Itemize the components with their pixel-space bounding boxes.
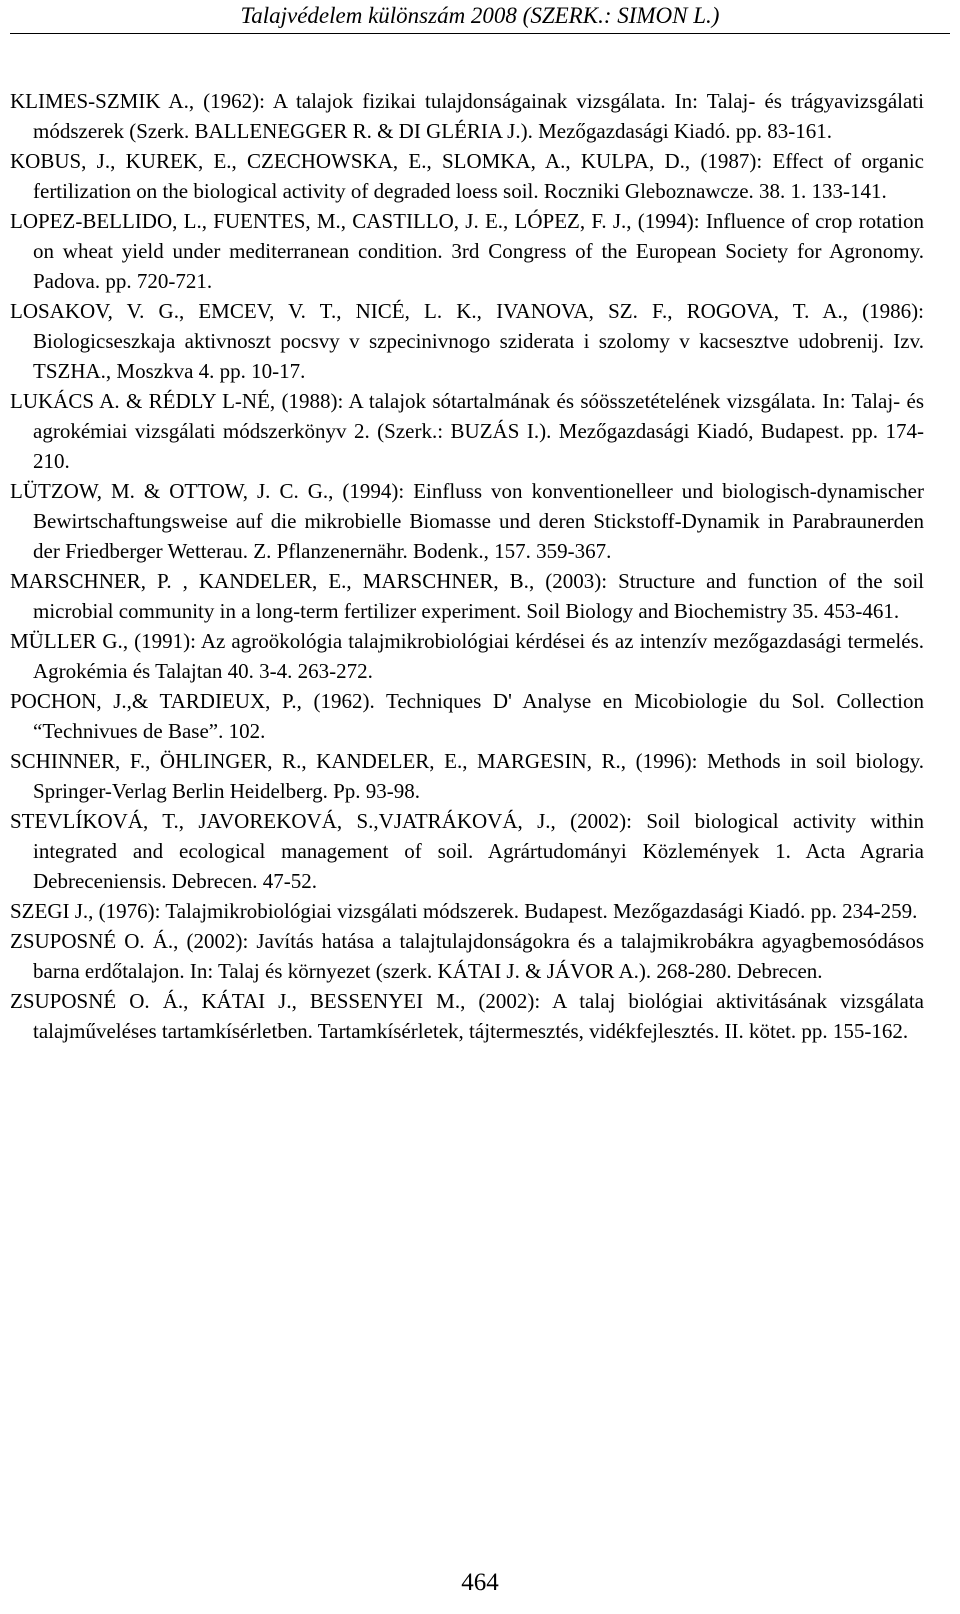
reference-item bbox=[10, 896, 924, 926]
reference-text: , (1991): Az agroökológia talajmikrobiológiai kérdései és az intenzív mezőgazdasági termelés. Agrokémia és Talajtan 40. 3-4. 263-272. bbox=[33, 629, 924, 683]
page-number: 464 bbox=[461, 1569, 499, 1596]
reference-text: , (2002): Soil biological activity within integrated and ecological management of soil. Agrártudományi Közlemények 1. Acta Agraria Debreceniensis. Debrecen. 47-52. bbox=[33, 809, 924, 893]
reference-item bbox=[10, 686, 924, 746]
reference-text: , (1962). Techniques D' Analyse en Micobiologie du Sol. Collection “Technivues de Base”. 102. bbox=[33, 689, 924, 743]
reference-text: , (1976): Talajmikrobiológiai vizsgálati módszerek. Budapest. Mezőgazdasági Kiadó. pp. 234-259. bbox=[88, 899, 918, 923]
reference-authors: POCHON, J.,& TARDIEUX, P. bbox=[10, 689, 297, 713]
reference-text: , (2003): Structure and function of the soil microbial community in a long-term fertilizer experiment. Soil Biology and Biochemistry 35. 453-461. bbox=[33, 569, 925, 623]
reference-text: , (1988): A talajok sótartalmának és sóösszetételének vizsgálata. In: Talaj- és agrokémiai vizsgálati módszerkönyv 2. (Szerk.: BUZÁS I.). Mezőgazdasági Kiadó, Budapest. pp. 174-210. bbox=[33, 389, 924, 473]
reference-item bbox=[10, 386, 924, 476]
reference-item bbox=[10, 206, 924, 296]
reference-authors: SCHINNER, F., ÖHLINGER, R., KANDELER, E., MARGESIN, R. bbox=[10, 749, 621, 773]
reference-text: , (2002): A talaj biológiai aktivitásának vizsgálata talajműveléses tartamkísérletben. Tartamkísérletek, tájtermesztés, vidékfejlesztés. II. kötet. pp. 155-162. bbox=[33, 989, 924, 1043]
reference-authors: STEVLÍKOVÁ, T., JAVOREKOVÁ, S.,VJATRÁKOVÁ, J. bbox=[10, 809, 551, 833]
reference-item bbox=[10, 146, 924, 206]
reference-text: , (1994): Influence of crop rotation on wheat yield under mediterranean condition. 3rd Congress of the European Society for Agronomy. Padova. pp. 720-721. bbox=[33, 209, 924, 293]
reference-item bbox=[10, 806, 924, 896]
reference-item bbox=[10, 926, 924, 986]
running-header bbox=[0, 0, 960, 40]
reference-text: , (1987): Effect of organic fertilization on the biological activity of degraded loess soil. Roczniki Gleboznawcze. 38. 1. 133-141. bbox=[33, 149, 924, 203]
reference-item bbox=[10, 566, 924, 626]
reference-item bbox=[10, 986, 924, 1046]
reference-authors: LOPEZ-BELLIDO, L., FUENTES, M., CASTILLO, J. E., LÓPEZ, F. J. bbox=[10, 209, 627, 233]
reference-authors: KLIMES-SZMIK A. bbox=[10, 89, 189, 113]
reference-item bbox=[10, 626, 924, 686]
reference-text: , (1994): Einfluss von konventionelleer und biologisch-dynamischer Bewirtschaftungsweise auf die mikrobielle Biomasse und deren Stickstoff-Dynamik in Parabraunerden der Friedberger Wetterau. Z. Pflanzenernähr. Bodenk., 157. 359-367. bbox=[33, 479, 924, 563]
reference-item bbox=[10, 746, 924, 806]
header-title: Talajvédelem különszám 2008 (SZERK.: SIMON L.) bbox=[240, 3, 720, 28]
reference-authors: LÜTZOW, M. & OTTOW, J. C. G. bbox=[10, 479, 329, 503]
reference-text: , (1986): Biologicseszkaja aktivnoszt pocsvy v szpecinivnogo sziderata i szolomy v kacsesztve udobrenij. Izv. TSZHA., Moszkva 4. pp. 10-17. bbox=[33, 299, 924, 383]
reference-authors: MARSCHNER, P. , KANDELER, E., MARSCHNER, B. bbox=[10, 569, 529, 593]
reference-authors: MÜLLER G. bbox=[10, 629, 123, 653]
reference-list bbox=[10, 86, 924, 1046]
reference-authors: ZSUPOSNÉ O. Á. bbox=[10, 929, 174, 953]
reference-text: , (2002): Javítás hatása a talajtulajdonságokra és a talajmikrobákra agyagbemosódásos barna erdőtalajon. In: Talaj és környezet (szerk. KÁTAI J. & JÁVOR A.). 268-280. Debrecen. bbox=[33, 929, 924, 983]
reference-item bbox=[10, 86, 924, 146]
reference-authors: KOBUS, J., KUREK, E., CZECHOWSKA, E., SLOMKA, A., KULPA, D. bbox=[10, 149, 685, 173]
header-divider bbox=[10, 33, 950, 34]
reference-text: , (1996): Methods in soil biology. Springer-Verlag Berlin Heidelberg. Pp. 93-98. bbox=[33, 749, 924, 803]
reference-item bbox=[10, 296, 924, 386]
reference-authors: LUKÁCS A. & RÉDLY L-NÉ bbox=[10, 389, 270, 413]
reference-authors: SZEGI J. bbox=[10, 899, 89, 923]
reference-text: , (1962): A talajok fizikai tulajdonságainak vizsgálata. In: Talaj- és trágyavizsgálati módszerek (Szerk. BALLENEGGER R. & DI GLÉRIA J.). Mezőgazdasági Kiadó. pp. 83-161. bbox=[33, 89, 924, 143]
reference-authors: LOSAKOV, V. G., EMCEV, V. T., NICÉ, L. K., IVANOVA, SZ. F., ROGOVA, T. A. bbox=[10, 299, 843, 323]
reference-authors: ZSUPOSNÉ O. Á., KÁTAI J., BESSENYEI M. bbox=[10, 989, 461, 1013]
reference-item bbox=[10, 476, 924, 566]
